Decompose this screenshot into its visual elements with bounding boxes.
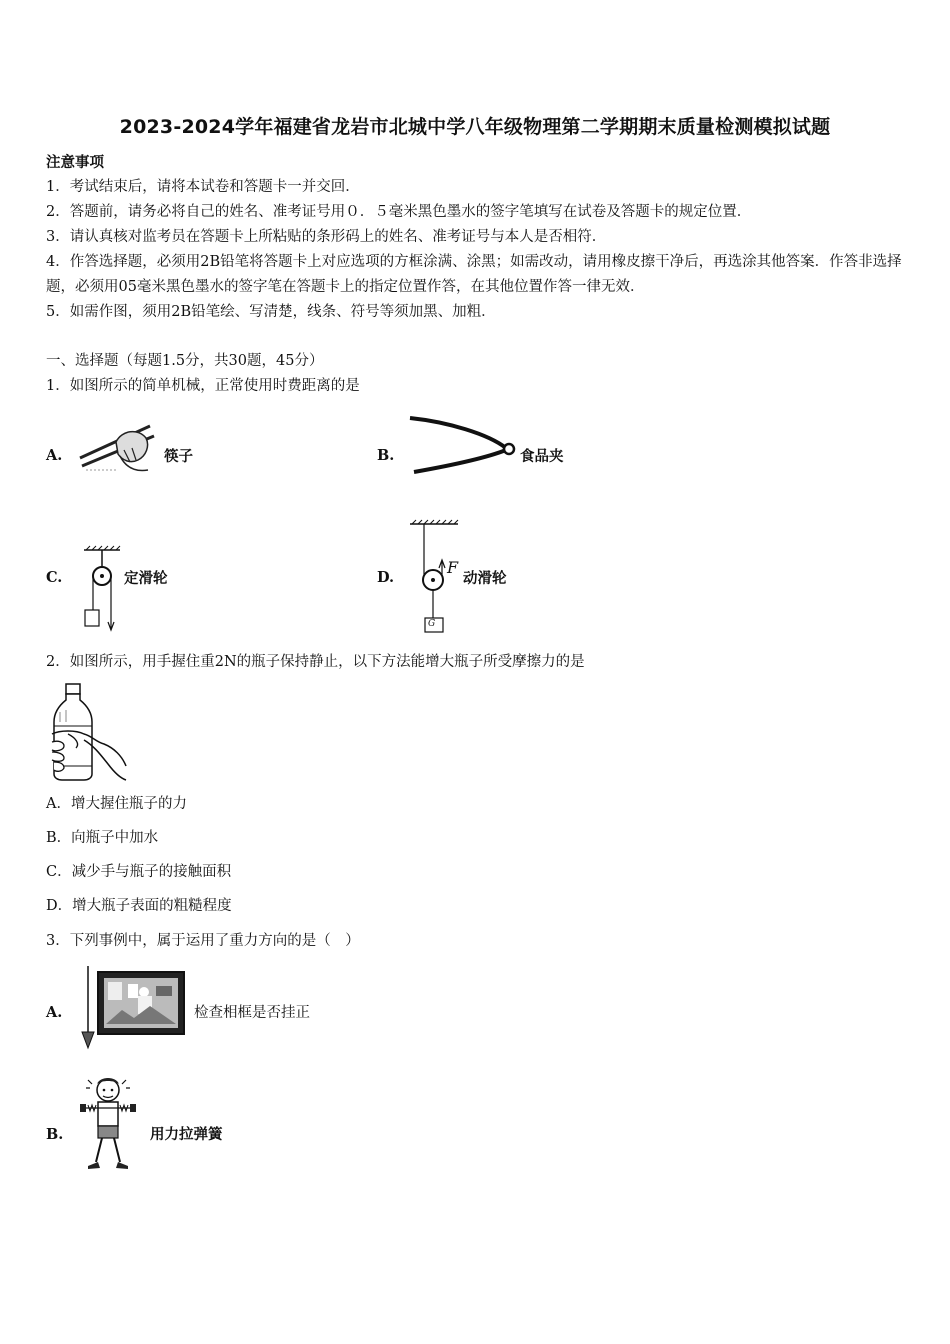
q3-option-b-letter: B. [46, 1126, 64, 1143]
q2-option-a: A．增大握住瓶子的力 [46, 796, 187, 812]
q1-option-d-letter: D. [377, 569, 395, 586]
q2-option-b: B．向瓶子中加水 [46, 830, 159, 846]
notice-item: 1．考试结束后，请将本试卷和答题卡一并交回． [46, 179, 360, 195]
notice-item: 3．请认真核对监考员在答题卡上所粘贴的条形码上的姓名、准考证号与本人是否相符． [46, 229, 607, 245]
q3-option-b-label: 用力拉弹簧 [150, 1126, 223, 1143]
spring-pulling-figure [78, 1074, 138, 1172]
q1-option-a-label: 筷子 [164, 448, 193, 465]
question-1-stem: 1．如图所示的简单机械，正常使用时费距离的是 [46, 378, 360, 394]
notice-item: 5．如需作图，须用2B铅笔绘、写清楚，线条、符号等须加黑、加粗． [46, 304, 496, 320]
section-heading: 一、选择题（每题1.5分，共30题，45分） [46, 353, 324, 369]
bottle-in-hand-figure [46, 682, 128, 782]
q1-option-b-letter: B. [377, 447, 395, 464]
plumb-line-frame-figure [78, 966, 190, 1050]
q1-option-a-letter: A. [46, 447, 63, 464]
page-title: 2023-2024学年福建省龙岩市北城中学八年级物理第二学期期末质量检测模拟试题 [119, 116, 831, 138]
q2-option-d: D．增大瓶子表面的粗糙程度 [46, 898, 232, 914]
q1-option-b-label: 食品夹 [520, 448, 564, 465]
q3-option-a-letter: A. [46, 1004, 63, 1021]
notice-heading: 注意事项 [46, 154, 104, 171]
question-3-stem: 3．下列事例中，属于运用了重力方向的是（ ） [46, 933, 360, 949]
weight-label: G [428, 619, 436, 629]
fixed-pulley-figure [82, 546, 122, 632]
question-2-stem: 2．如图所示，用手握住重2N的瓶子保持静止，以下方法能增大瓶子所受摩擦力的是 [46, 654, 585, 670]
notice-item: 2．答题前，请务必将自己的姓名、准考证号用０．５毫米黑色墨水的签字笔填写在试卷及答题卡的规定位置． [46, 204, 752, 220]
food-tongs-figure [408, 414, 518, 476]
q1-option-d-label: 动滑轮 [463, 570, 507, 587]
force-label: F [447, 558, 459, 577]
notice-item: 4．作答选择题，必须用2B铅笔将答题卡上对应选项的方框涂满、涂黑；如需改动，请用橡皮擦干净后，再选涂其他答案．作答非选择题，必须用05毫米黑色墨水的签字笔在答题卡上的指定位置作答，在其他位置作答一律无效． [46, 254, 902, 295]
chopsticks-figure [76, 420, 162, 480]
q1-option-c-label: 定滑轮 [124, 570, 168, 587]
q2-option-c: C．减少手与瓶子的接触面积 [46, 864, 232, 880]
q3-option-a-label: 检查相框是否挂正 [194, 1005, 310, 1021]
q1-option-c-letter: C. [46, 569, 63, 586]
